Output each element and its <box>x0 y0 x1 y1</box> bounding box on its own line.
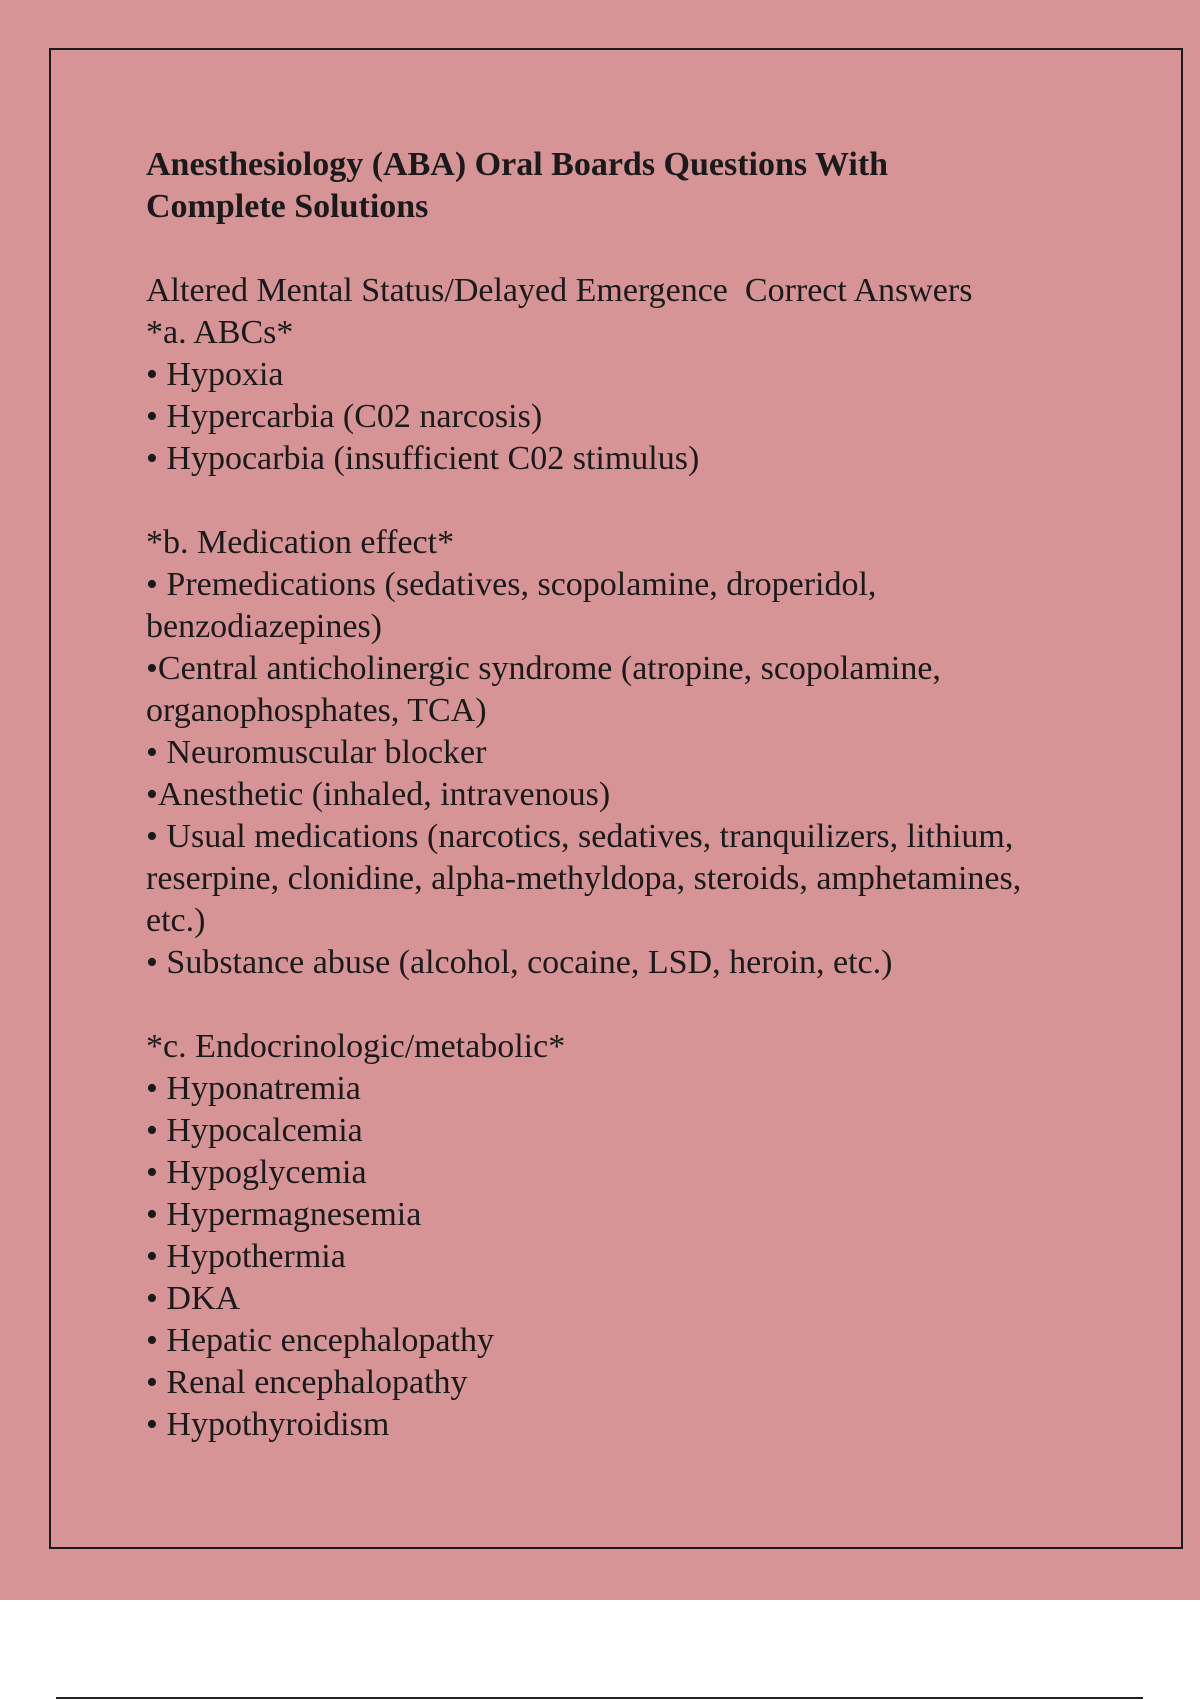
text-line: • Premedications (sedatives, scopolamine, droperidol, <box>146 566 877 603</box>
document-title: Anesthesiology (ABA) Oral Boards Questions With Complete Solutions <box>146 146 889 225</box>
text-line: organophosphates, TCA) <box>146 692 487 729</box>
footer-divider <box>56 1697 1143 1699</box>
spacer <box>146 228 1126 270</box>
text-line: Altered Mental Status/Delayed Emergence Correct Answers <box>146 272 973 309</box>
text-line: •Central anticholinergic syndrome (atropine, scopolamine, <box>146 650 941 687</box>
text-line: • DKA <box>146 1280 241 1317</box>
text-line: • Hypocarbia (insufficient C02 stimulus) <box>146 440 700 477</box>
text-line: • Hypocalcemia <box>146 1112 363 1149</box>
paragraph-break <box>146 984 1126 1026</box>
text-line: • Neuromuscular blocker <box>146 734 487 771</box>
text-lines <box>146 270 1126 1446</box>
text-line: • Substance abuse (alcohol, cocaine, LSD, heroin, etc.) <box>146 944 893 981</box>
paragraph-break <box>146 480 1126 522</box>
text-line: • Hyponatremia <box>146 1070 361 1107</box>
text-line: benzodiazepines) <box>146 608 382 645</box>
text-line: • Usual medications (narcotics, sedatives, tranquilizers, lithium, <box>146 818 1014 855</box>
text-line: *b. Medication effect* <box>146 524 455 561</box>
text-line: • Hypercarbia (C02 narcosis) <box>146 398 543 435</box>
text-line: • Renal encephalopathy <box>146 1364 468 1401</box>
text-line: •Anesthetic (inhaled, intravenous) <box>146 776 611 813</box>
text-line: • Hepatic encephalopathy <box>146 1322 494 1359</box>
text-line: • Hypoglycemia <box>146 1154 367 1191</box>
text-line: • Hypoxia <box>146 356 284 393</box>
text-line: *a. ABCs* <box>146 314 294 351</box>
text-line: • Hypothyroidism <box>146 1406 390 1443</box>
text-line: • Hypermagnesemia <box>146 1196 422 1233</box>
text-line: *c. Endocrinologic/metabolic* <box>146 1028 566 1065</box>
text-line: • Hypothermia <box>146 1238 346 1275</box>
text-line: reserpine, clonidine, alpha-methyldopa, steroids, amphetamines, <box>146 860 1022 897</box>
document-body <box>146 144 1126 1446</box>
text-line: etc.) <box>146 902 206 939</box>
